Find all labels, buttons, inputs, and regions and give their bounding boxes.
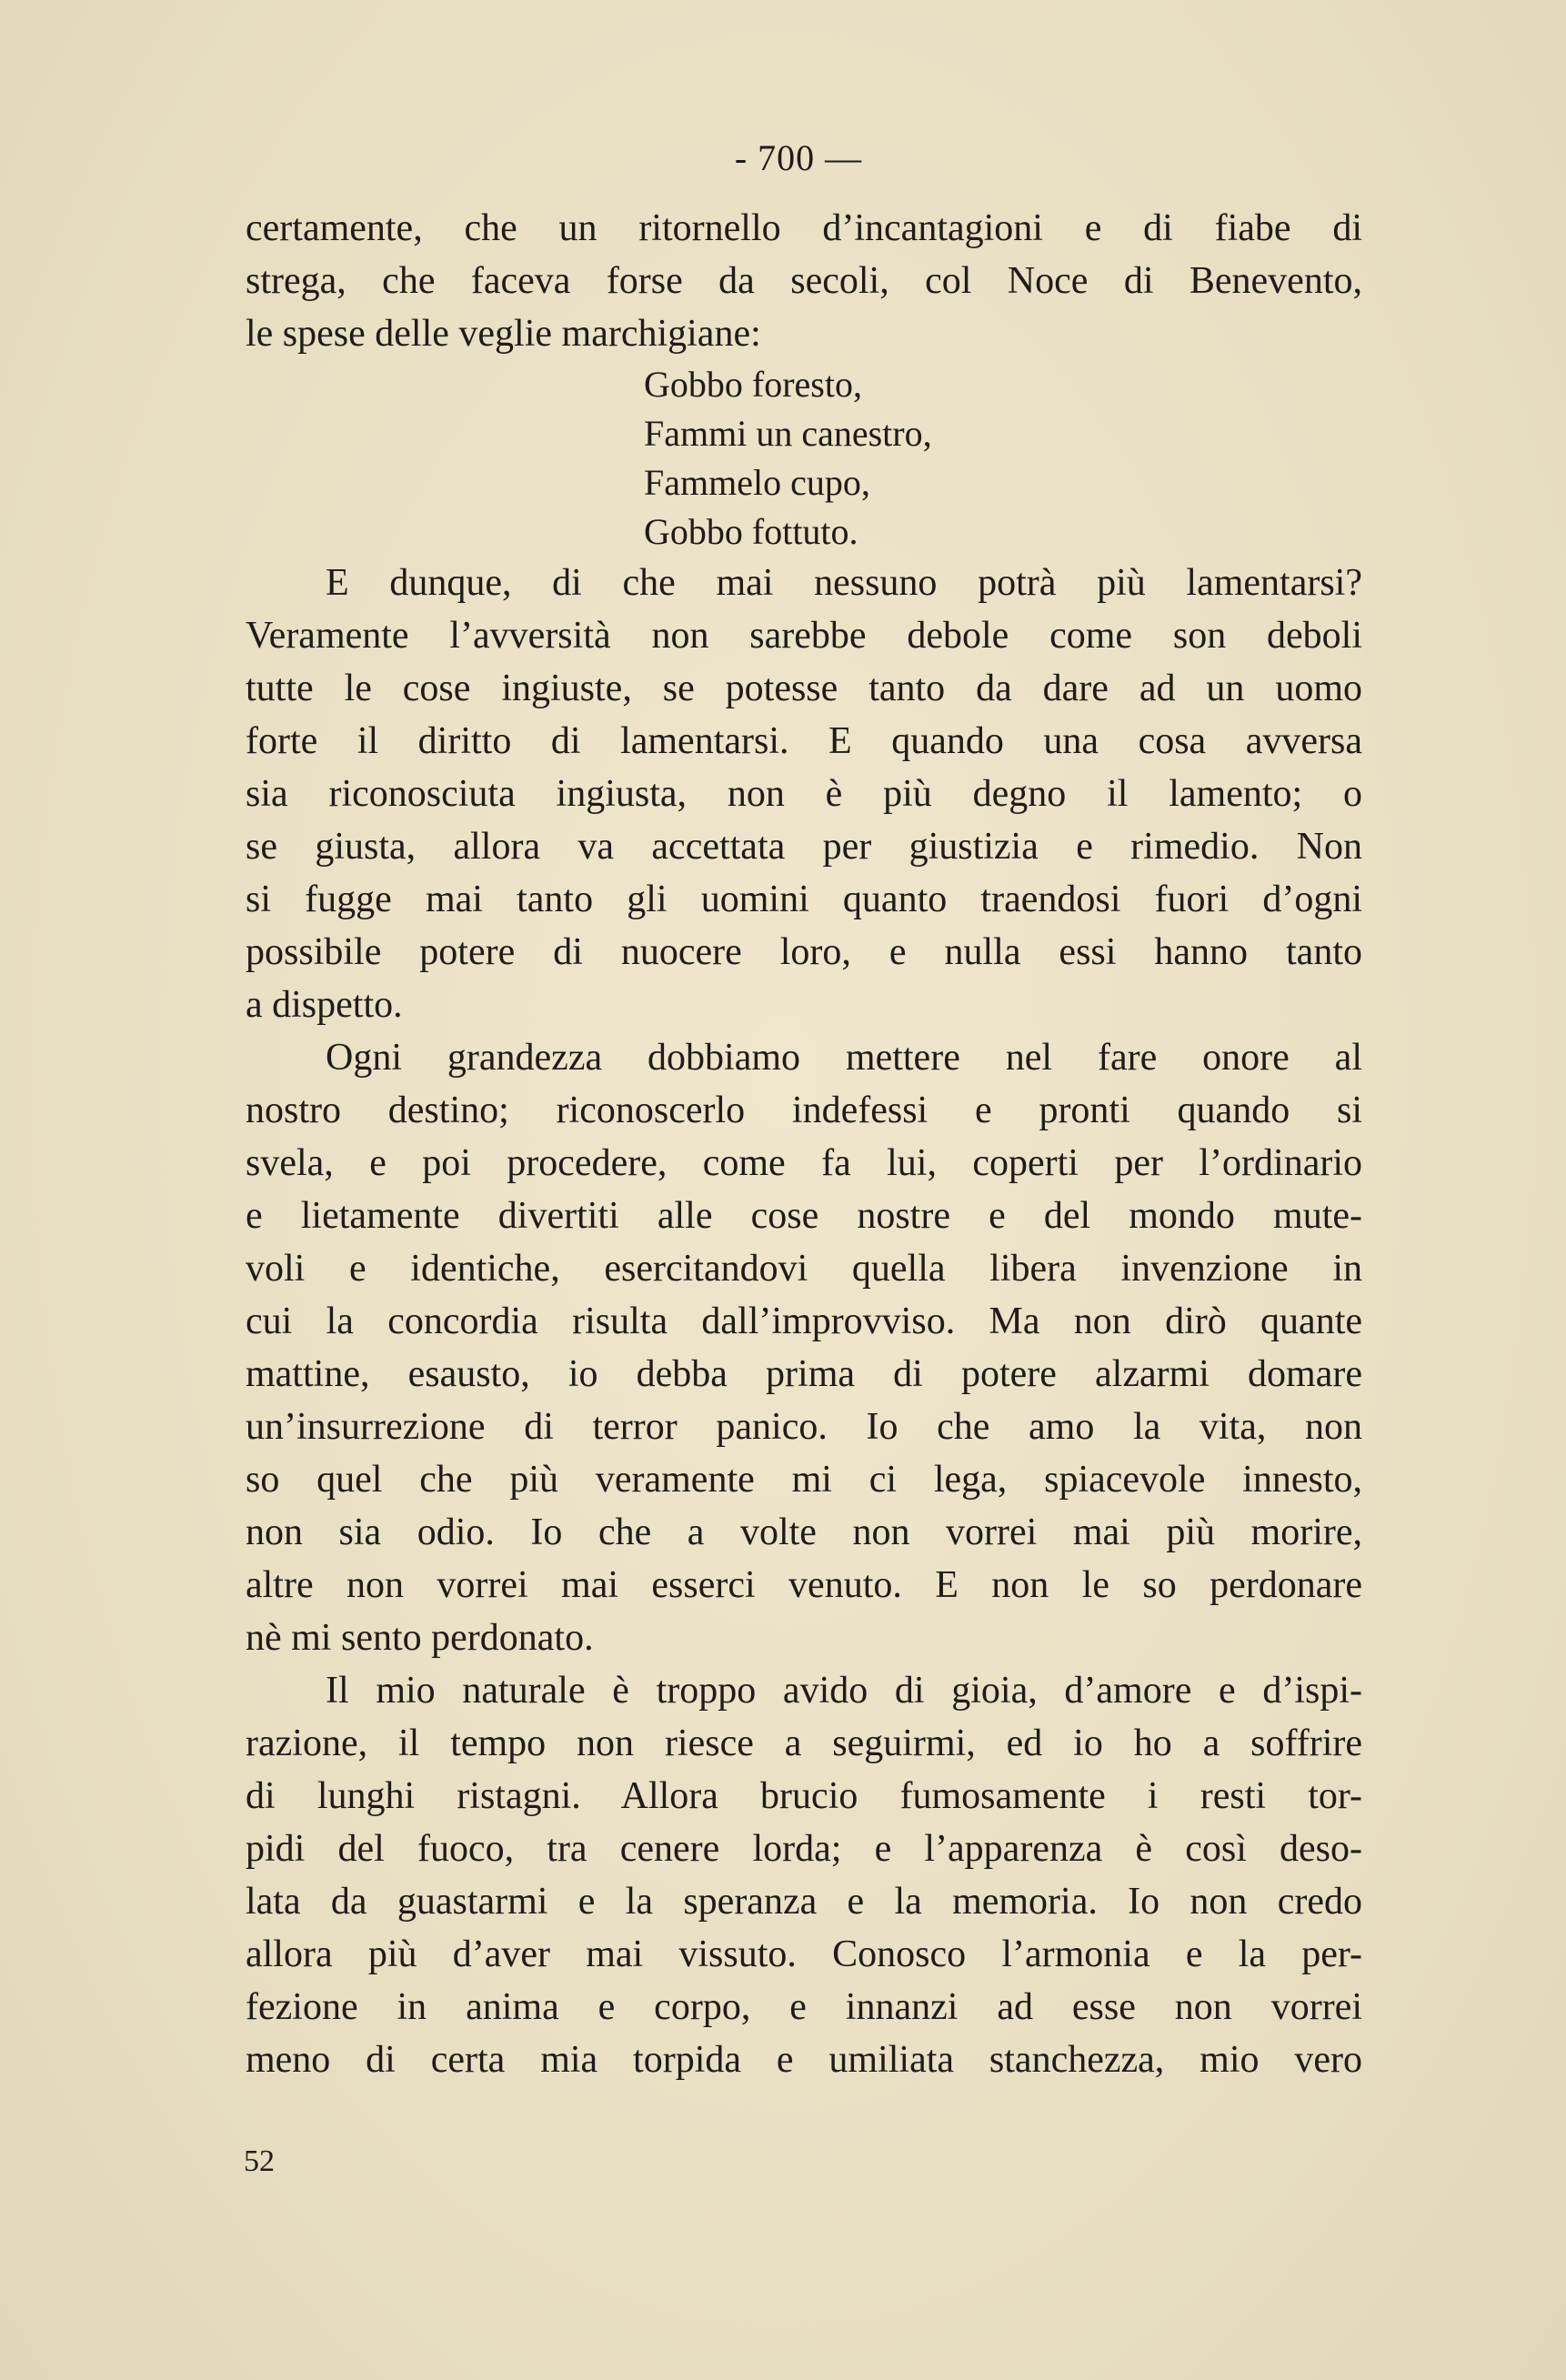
text-line: fezione in anima e corpo, e innanzi ad esse non vorrei bbox=[246, 1986, 1362, 2028]
text-line: so quel che più veramente mi ci lega, spiacevole innesto, bbox=[246, 1459, 1362, 1501]
paragraph-2 bbox=[246, 557, 1362, 1031]
text-line: le spese delle veglie marchigiane: bbox=[246, 313, 761, 355]
paragraph-1 bbox=[246, 202, 1362, 360]
verse-line: Gobbo fottuto. bbox=[644, 511, 858, 552]
verse-line: Fammelo cupo, bbox=[644, 462, 870, 503]
signature-mark: 52 bbox=[244, 2144, 275, 2178]
text-line: nè mi sento perdonato. bbox=[246, 1617, 594, 1659]
text-line: lata da guastarmi e la speranza e la memoria. Io non credo bbox=[246, 1881, 1362, 1923]
text-line: possibile potere di nuocere loro, e nulla essi hanno tanto bbox=[246, 931, 1362, 973]
text-line: altre non vorrei mai esserci venuto. E non le so perdonare bbox=[246, 1564, 1362, 1606]
text-line: mattine, esausto, io debba prima di potere alzarmi domare bbox=[246, 1353, 1362, 1395]
text-line: nostro destino; riconoscerlo indefessi e pronti quando si bbox=[246, 1090, 1362, 1131]
text-line: e lietamente divertiti alle cose nostre e del mondo mute- bbox=[246, 1195, 1362, 1237]
text-line: di lunghi ristagni. Allora brucio fumosamente i resti tor- bbox=[246, 1775, 1362, 1817]
verse-line: Gobbo foresto, bbox=[644, 364, 862, 405]
text-line: svela, e poi procedere, come fa lui, coperti per l’ordinario bbox=[246, 1142, 1362, 1184]
text-line: forte il diritto di lamentarsi. E quando una cosa avversa bbox=[246, 720, 1362, 762]
text-line: voli e identiche, esercitandovi quella libera invenzione in bbox=[246, 1248, 1362, 1290]
text-line: un’insurrezione di terror panico. Io che amo la vita, non bbox=[246, 1406, 1362, 1448]
text-line: E dunque, di che mai nessuno potrà più lamentarsi? bbox=[326, 562, 1362, 604]
text-line: razione, il tempo non riesce a seguirmi, ed io ho a soffrire bbox=[246, 1722, 1362, 1764]
verse-quote bbox=[644, 360, 1362, 557]
page-header bbox=[0, 136, 1566, 179]
text-line: a dispetto. bbox=[246, 984, 403, 1026]
text-line: cui la concordia risulta dall’improvviso. Ma non dirò quante bbox=[246, 1300, 1362, 1342]
text-line: tutte le cose ingiuste, se potesse tanto da dare ad un uomo bbox=[246, 668, 1362, 709]
text-block bbox=[246, 202, 1362, 2086]
paragraph-3 bbox=[246, 1031, 1362, 1664]
text-line: pidi del fuoco, tra cenere lorda; e l’apparenza è così deso- bbox=[246, 1828, 1362, 1870]
text-line: Ogni grandezza dobbiamo mettere nel fare onore al bbox=[326, 1037, 1362, 1079]
text-line: sia riconosciuta ingiusta, non è più degno il lamento; o bbox=[246, 773, 1362, 815]
text-line: si fugge mai tanto gli uomini quanto traendosi fuori d’ogni bbox=[246, 879, 1362, 920]
text-line: meno di certa mia torpida e umiliata stanchezza, mio vero bbox=[246, 2039, 1362, 2081]
text-line: allora più d’aver mai vissuto. Conosco l’armonia e la per- bbox=[246, 1933, 1362, 1975]
text-line: Veramente l’avversità non sarebbe debole come son deboli bbox=[246, 615, 1362, 657]
text-line: Il mio naturale è troppo avido di gioia, d’amore e d’ispi- bbox=[326, 1670, 1362, 1712]
text-line: non sia odio. Io che a volte non vorrei mai più morire, bbox=[246, 1511, 1362, 1553]
text-line: certamente, che un ritornello d’incantagioni e di fiabe di bbox=[246, 207, 1362, 249]
text-line: se giusta, allora va accettata per giustizia e rimedio. Non bbox=[246, 826, 1362, 868]
text-line: strega, che faceva forse da secoli, col Noce di Benevento, bbox=[246, 260, 1362, 302]
page-number-header: - 700 — bbox=[734, 137, 863, 178]
paragraph-4 bbox=[246, 1664, 1362, 2086]
verse-line: Fammi un canestro, bbox=[644, 413, 932, 454]
